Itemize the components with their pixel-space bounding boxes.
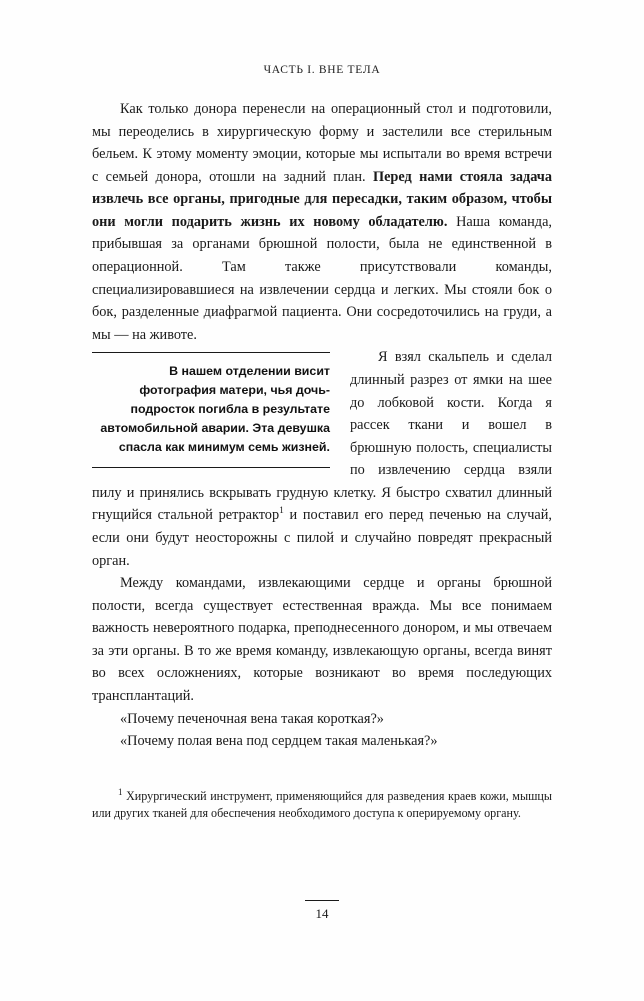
running-head: ЧАСТЬ I. ВНЕ ТЕЛА: [263, 64, 381, 76]
paragraph-2: [92, 346, 552, 572]
footnote-text: [92, 786, 552, 823]
page-number: 14: [315, 906, 329, 922]
footnote-marker: 1: [118, 786, 123, 797]
paragraph-1-part-1: Как только донора перенесли на операционный стол и подготовили, мы переоделись в хирургическую форму и застелили все стерильным бельем. К этому моменту эмоции, которые мы испытали во время встречи с семьей донора, отошли на задний план.: [92, 101, 552, 185]
pull-quote: В нашем отделении висит фотография матери, чья дочь-подросток погибла в результате автомобильной аварии. Эта девушка спасла как минимум семь жизней.: [92, 352, 330, 467]
paragraph-2-part-2: и поставил его перед печенью на случай, если они будут неосторожны с пилой и случайно повредят прекрасный орган.: [92, 507, 552, 569]
paragraph-3: Между командами, извлекающими сердце и органы брюшной полости, всегда существует естественная вражда. Мы все понимаем важность невероятного подарка, преподнесенного донором, и мы отвечаем за эти органы. В то же время команду, извлекающую органы, всегда винят во всех осложнениях, которые возникают во время последующих трансплантаций.: [92, 575, 552, 705]
paragraph-1: [92, 98, 552, 346]
paragraph-2-part-1: Я взял скальпель и сделал длинный разрез от ямки на шее до лобковой кости. Когда я рассек ткани и вошел в брюшную полость, специалисты по извлечению сердца взяли пилу и принялись вскрывать грудную клетку. Я быстро схватил длинный гнущийся стальной ретрактор: [92, 349, 552, 524]
page-folio: [92, 900, 552, 922]
paragraph-1-emphasis: Перед нами стояла задача извлечь все органы, пригодные для пересадки, таким образом, чтобы они могли подарить жизнь их новому обладателю.: [92, 168, 553, 230]
page-text-block: [92, 64, 553, 922]
footnote-area: [92, 779, 552, 823]
folio-rule: [305, 900, 339, 901]
footnote-reference: 1: [279, 506, 284, 517]
dialog-line-2: «Почему полая вена под сердцем такая маленькая?»: [120, 733, 438, 750]
footnote-body: Хирургический инструмент, применяющийся для разведения краев кожи, мышцы или других тканей для обеспечения необходимого доступа к оперируемому органу.: [92, 788, 552, 821]
paragraph-1-part-3: Наша команда, прибывшая за органами брюшной полости, была не единственной в операционной. Там также присутствовали команды, специализировавшиеся на извлечении сердца и легких. Мы стояли бок о бок, разделенные диафрагмой пациента. Они сосредоточились на груди, а мы — на животе.: [92, 213, 552, 343]
dialog-line-1: «Почему печеночная вена такая короткая?»: [120, 710, 384, 727]
